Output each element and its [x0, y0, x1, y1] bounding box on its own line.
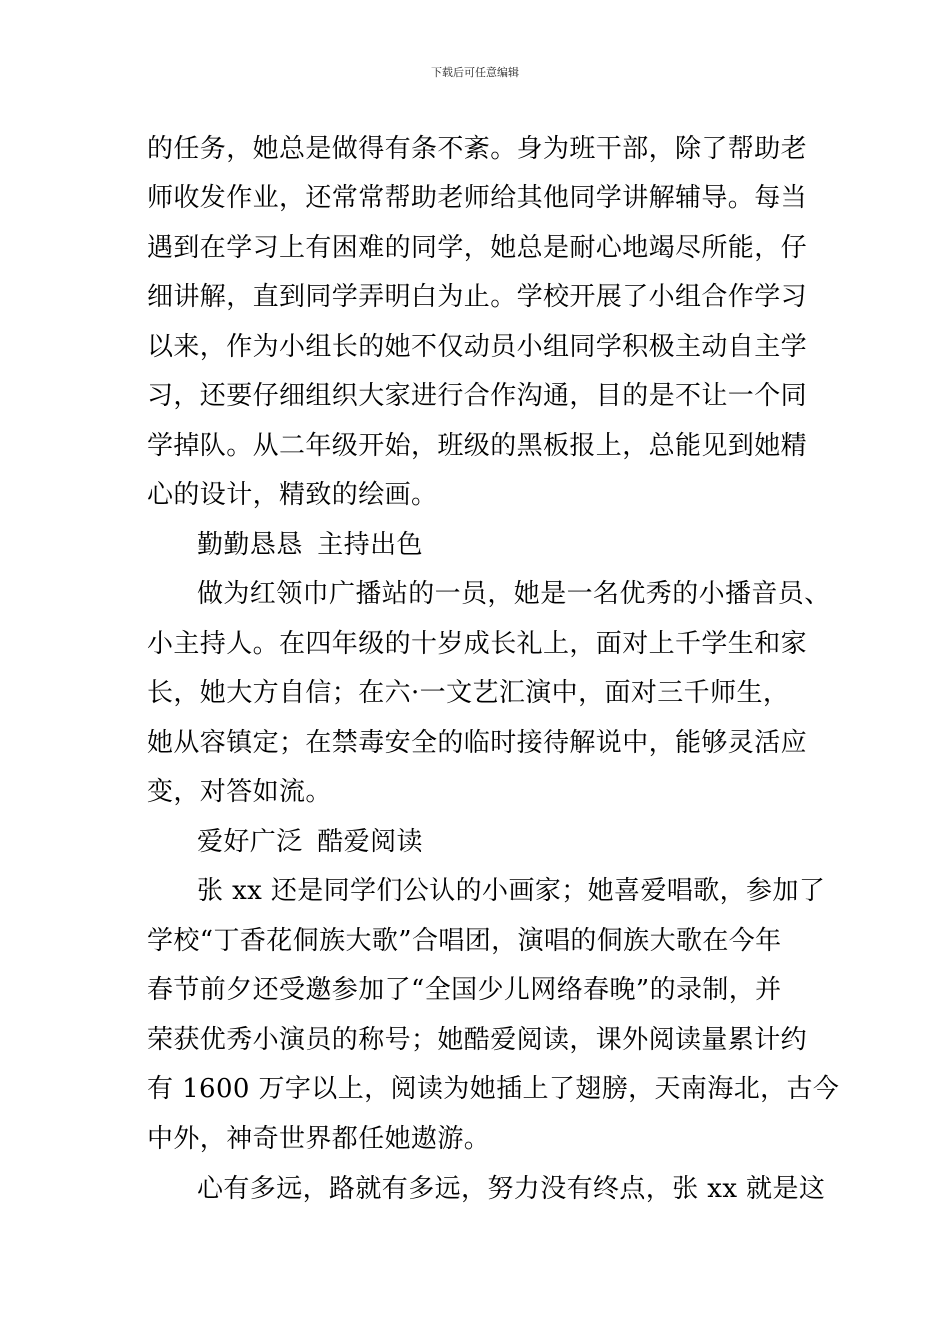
text-line: 遇到在学习上有困难的同学，她总是耐心地竭尽所能，仔: [147, 233, 808, 263]
text-line: 做为红领巾广播站的一员，她是一名优秀的小播音员、: [197, 579, 831, 609]
section-heading: 勤勤恳恳 主持出色: [197, 530, 423, 560]
page-header: 下载后可任意编辑: [431, 66, 519, 79]
text-line: 师收发作业，还常常帮助老师给其他同学讲解辅导。每当: [147, 183, 808, 213]
text-line: 荣获优秀小演员的称号；她酷爱阅读，课外阅读量累计约: [147, 1025, 808, 1055]
text-line: 变，对答如流。: [147, 777, 332, 807]
text-line: 她从容镇定；在禁毒安全的临时接待解说中，能够灵活应: [147, 728, 808, 758]
text-line: 的任务，她总是做得有条不紊。身为班干部，除了帮助老: [147, 134, 808, 164]
text-line: 长，她大方自信；在六·一文艺汇演中，面对三千师生，: [147, 678, 790, 708]
text-line: 学校“丁香花侗族大歌”合唱团，演唱的侗族大歌在今年: [147, 926, 782, 956]
text-line: 习，还要仔细组织大家进行合作沟通，目的是不让一个同: [147, 381, 808, 411]
text-line: 张 xx 还是同学们公认的小画家；她喜爱唱歌，参加了: [197, 876, 826, 906]
text-line: 中外，神奇世界都任她遨游。: [147, 1124, 491, 1154]
text-line: 心的设计，精致的绘画。: [147, 480, 438, 510]
text-line: 细讲解，直到同学弄明白为止。学校开展了小组合作学习: [147, 282, 808, 312]
text-line: 学掉队。从二年级开始，班级的黑板报上，总能见到她精: [147, 431, 808, 461]
text-line: 春节前夕还受邀参加了“全国少儿网络春晚”的录制，并: [147, 975, 782, 1005]
text-line: 心有多远，路就有多远，努力没有终点，张 xx 就是这: [197, 1174, 826, 1204]
text-line: 以来，作为小组长的她不仅动员小组同学积极主动自主学: [147, 332, 808, 362]
text-line: 有 1600 万字以上，阅读为她插上了翅膀，天南海北，古今: [147, 1074, 840, 1104]
section-heading: 爱好广泛 酷爱阅读: [197, 827, 423, 857]
text-line: 小主持人。在四年级的十岁成长礼上，面对上千学生和家: [147, 629, 808, 659]
